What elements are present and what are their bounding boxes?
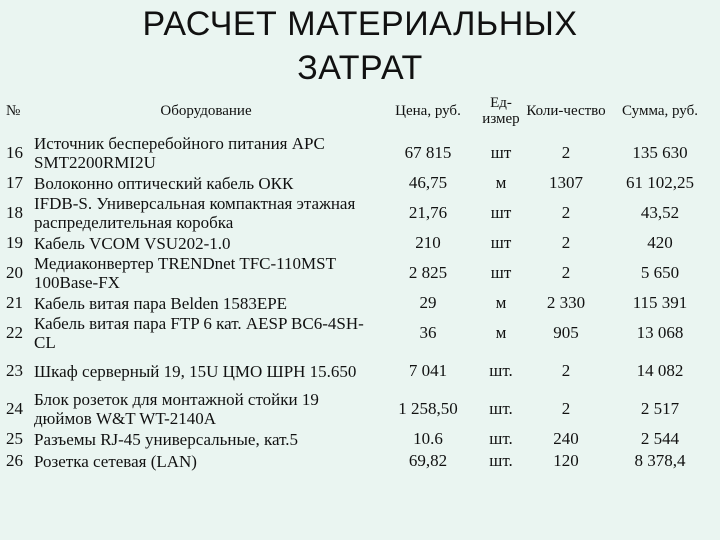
row-price: 210 [415, 233, 441, 252]
row-quantity: 2 [561, 361, 571, 380]
row-sum: 2 544 [640, 429, 680, 448]
row-quantity: 2 330 [546, 293, 586, 312]
row-unit: шт [490, 233, 512, 252]
row-sum: 135 630 [632, 143, 688, 162]
row-sum: 5 650 [640, 263, 680, 282]
row-quantity: 240 [553, 429, 579, 448]
header-unit: Ед-измер [482, 95, 520, 127]
table-row [4, 352, 714, 390]
title-line-1: РАСЧЕТ МАТЕРИАЛЬНЫХ [142, 5, 578, 43]
table-row [4, 254, 714, 292]
row-equipment: IFDB-S. Универсальная компактная этажная распределительная коробка [34, 194, 356, 232]
row-equipment: Кабель VCOM VSU202-1.0 [34, 233, 231, 253]
row-unit: шт. [489, 451, 513, 470]
table-row [4, 232, 714, 254]
row-number: 20 [6, 263, 23, 282]
header-number: № [6, 103, 21, 119]
title-line-2: ЗАТРАТ [297, 49, 423, 87]
row-price: 21,76 [408, 203, 448, 222]
row-quantity: 2 [561, 203, 571, 222]
row-number: 16 [6, 143, 23, 162]
row-unit: шт. [489, 429, 513, 448]
row-unit: м [495, 323, 507, 342]
row-price: 69,82 [408, 451, 448, 470]
row-price: 67 815 [404, 143, 452, 162]
table-row [4, 134, 714, 172]
row-number: 24 [6, 399, 23, 418]
row-equipment: Розетка сетевая (LAN) [34, 451, 197, 471]
table-row [4, 314, 714, 352]
row-unit: шт [490, 263, 512, 282]
table-row [4, 172, 714, 194]
row-sum: 2 517 [640, 399, 680, 418]
header-sum: Сумма, руб. [622, 103, 698, 119]
row-quantity: 1307 [549, 173, 583, 192]
row-sum: 61 102,25 [626, 173, 694, 192]
row-unit: м [495, 173, 507, 192]
header-price: Цена, руб. [395, 103, 461, 119]
header-quantity: Коли-чество [526, 103, 606, 119]
row-unit: м [495, 293, 507, 312]
page-title [0, 2, 720, 90]
row-price: 46,75 [408, 173, 448, 192]
row-sum: 43,52 [640, 203, 680, 222]
row-number: 22 [6, 323, 23, 342]
row-equipment: Разъемы RJ-45 универсальные, кат.5 [34, 429, 298, 449]
row-equipment: Кабель витая пара FTP 6 кат. AESP BC6-4SH-CL [34, 314, 364, 352]
row-price: 2 825 [408, 263, 448, 282]
row-equipment: Медиаконвертер TRENDnet TFC-110MST 100Base-FX [34, 254, 336, 292]
row-number: 23 [6, 361, 23, 380]
row-quantity: 905 [553, 323, 579, 342]
table-header-row [4, 88, 714, 134]
row-equipment: Блок розеток для монтажной стойки 19 дюймов W&T WT-2140A [34, 390, 319, 428]
row-quantity: 2 [561, 263, 571, 282]
row-equipment: Шкаф серверный 19, 15U ЦМО ШРН 15.650 [34, 361, 357, 381]
row-sum: 420 [647, 233, 673, 252]
row-sum: 13 068 [636, 323, 684, 342]
row-quantity: 2 [561, 399, 571, 418]
row-price: 29 [419, 293, 437, 312]
row-equipment: Волоконно оптический кабель ОКК [34, 173, 294, 193]
table-row [4, 428, 714, 450]
row-number: 21 [6, 293, 23, 312]
row-price: 7 041 [408, 361, 448, 380]
row-price: 1 258,50 [398, 399, 458, 418]
table-row [4, 450, 714, 472]
row-price: 36 [419, 323, 437, 342]
row-sum: 115 391 [632, 293, 688, 312]
row-number: 25 [6, 429, 23, 448]
row-sum: 14 082 [636, 361, 684, 380]
row-quantity: 2 [561, 143, 571, 162]
materials-cost-table [4, 88, 714, 472]
row-unit: шт [490, 203, 512, 222]
table-row [4, 194, 714, 232]
row-unit: шт. [489, 361, 513, 380]
table-row [4, 292, 714, 314]
row-price: 10.6 [413, 429, 443, 448]
row-sum: 8 378,4 [634, 451, 686, 470]
row-unit: шт [490, 143, 512, 162]
table-row [4, 390, 714, 428]
row-number: 17 [6, 173, 23, 192]
row-number: 19 [6, 233, 23, 252]
header-equipment: Оборудование [160, 103, 252, 119]
row-number: 26 [6, 451, 23, 470]
row-equipment: Кабель витая пара Belden 1583EPE [34, 293, 288, 313]
row-number: 18 [6, 203, 23, 222]
row-quantity: 2 [561, 233, 571, 252]
row-unit: шт. [489, 399, 513, 418]
row-equipment: Источник бесперебойного питания APC SMT2200RMI2U [34, 134, 325, 172]
row-quantity: 120 [553, 451, 579, 470]
